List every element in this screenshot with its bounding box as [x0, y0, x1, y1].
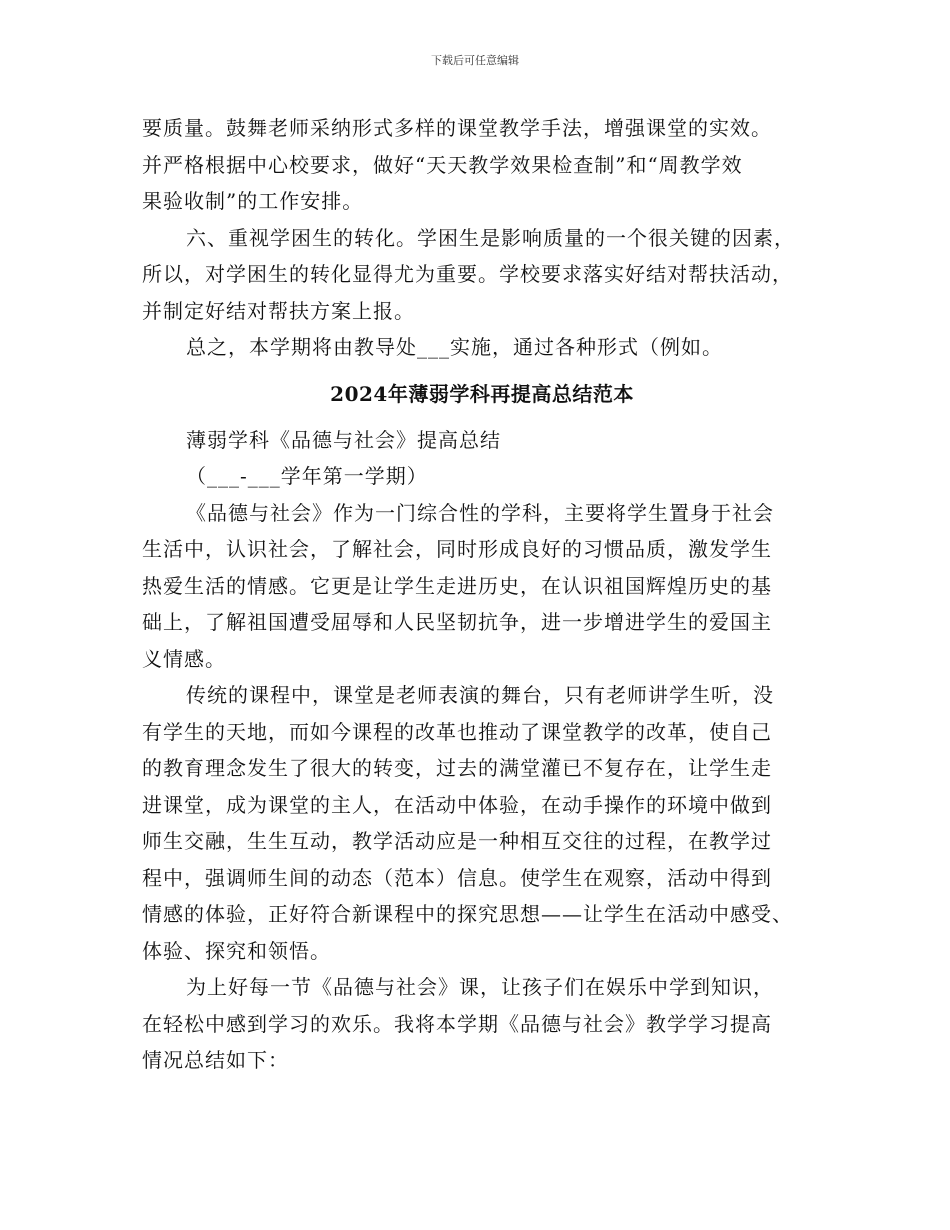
paragraph-3: [142, 969, 822, 1079]
text-line: 有学生的天地，而如今课程的改革也推动了课堂教学的改革，使自己: [142, 719, 772, 744]
text-line: 在轻松中感到学习的欢乐。我将本学期《品德与社会》教学学习提高: [142, 1011, 772, 1036]
page-header: 下载后可任意编辑: [431, 54, 519, 67]
term-line: （___-___学年第一学期）: [186, 464, 428, 488]
text-line: 并制定好结对帮扶方案上报。: [142, 298, 415, 323]
text-line: 情况总结如下：: [142, 1048, 289, 1072]
text-line: 情感的体验，正好符合新课程中的探究思想——让学生在活动中感受、: [142, 902, 793, 926]
text-line: 热爱生活的情感。它更是让学生走进历史，在认识祖国辉煌历史的基: [142, 573, 772, 598]
paragraph-2: [142, 677, 822, 969]
text-line: 的教育理念发生了很大的转变，过去的满堂灌已不复存在，让学生走: [142, 756, 772, 780]
text-line: 础上，了解祖国遭受屈辱和人民坚韧抗争，进一步增进学生的爱国主: [142, 610, 772, 634]
text-line: 并严格根据中心校要求，做好“天天教学效果检查制”和“周教学效: [142, 152, 743, 177]
document-title: 2024年薄弱学科再提高总结范本: [330, 381, 634, 406]
text-line: 师生交融，生生互动，教学活动应是一种相互交往的过程，在教学过: [142, 829, 772, 853]
text-line: 生活中，认识社会，了解社会，同时形成良好的习惯品质，激发学生: [142, 537, 772, 561]
text-line: 进课堂，成为课堂的主人，在活动中体验，在动手操作的环境中做到: [142, 792, 772, 817]
text-line: 总之，本学期将由教导处___实施，通过各种形式（例如。: [186, 335, 723, 359]
text-line: 所以，对学困生的转化显得尤为重要。学校要求落实好结对帮扶活动，: [142, 262, 793, 286]
text-line: 体验、探究和领悟。: [142, 938, 331, 963]
paragraph-1: [142, 495, 822, 678]
text-line: 义情感。: [142, 646, 226, 671]
text-line: 为上好每一节《品德与社会》课，让孩子们在娱乐中学到知识，: [186, 975, 774, 999]
text-line: 六、重视学困生的转化。学困生是影响质量的一个很关键的因素，: [186, 225, 795, 250]
text-line: 要质量。鼓舞老师采纳形式多样的课堂教学手法，增强课堂的实效。: [142, 116, 772, 140]
text-line: 《品德与社会》作为一门综合性的学科，主要将学生置身于社会: [186, 500, 774, 525]
subtitle: 薄弱学科《品德与社会》提高总结: [186, 427, 501, 452]
text-line: 果验收制”的工作安排。: [142, 189, 364, 213]
document-body: [142, 110, 822, 1079]
text-line: 传统的课程中，课堂是老师表演的舞台，只有老师讲学生听，没: [186, 683, 774, 707]
text-line: 程中，强调师生间的动态（范本）信息。使学生在观察，活动中得到: [142, 865, 772, 890]
section1: [142, 110, 822, 366]
